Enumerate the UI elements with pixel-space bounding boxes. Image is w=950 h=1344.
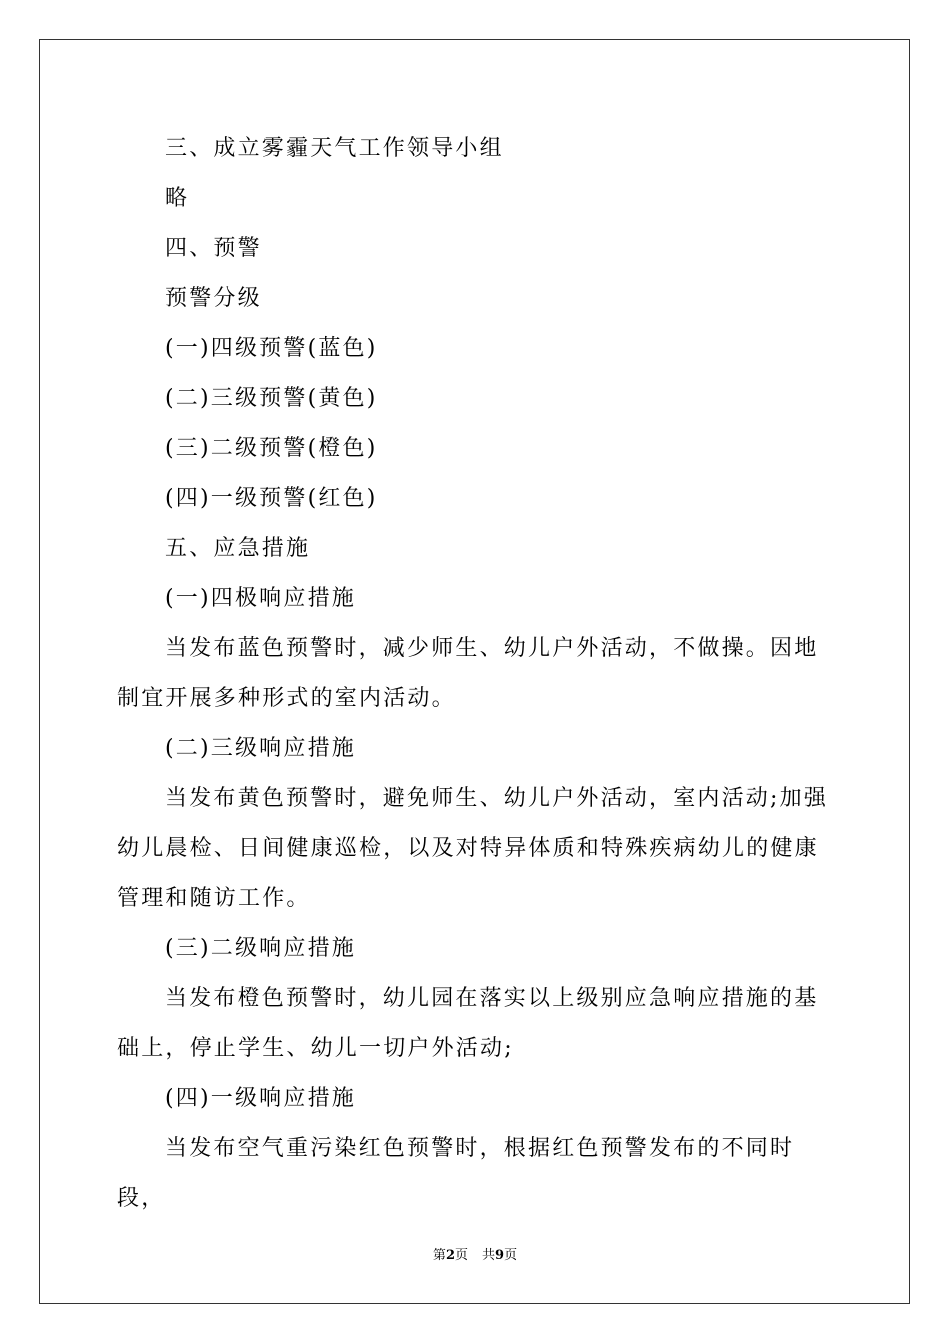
subheading-level-two-response: (三)二级响应措施	[165, 936, 356, 961]
page-current-number: 2	[445, 1248, 455, 1263]
warning-level-red: (四)一级预警(红色)	[165, 486, 378, 511]
paragraph-yellow-response: 当发布黄色预警时，避免师生、幼儿户外活动，室内活动;加强幼儿晨检、日间健康巡检，以及对特异体质和特殊疾病幼儿的健康管理和随访工作。	[117, 786, 829, 911]
paragraph-red-response: 当发布空气重污染红色预警时，根据红色预警发布的不同时段，	[117, 1136, 795, 1211]
heading-emergency-measures: 五、应急措施	[165, 536, 311, 561]
heading-leadership-group: 三、成立雾霾天气工作领导小组	[165, 136, 504, 161]
page-total-number: 9	[495, 1248, 505, 1263]
page-suffix: 页	[454, 1248, 468, 1263]
total-suffix: 页	[504, 1248, 518, 1263]
heading-warning: 四、预警	[165, 236, 262, 261]
paragraph-orange-response: 当发布橙色预警时，幼儿园在落实以上级别应急响应措施的基础上，停止学生、幼儿一切户外活动;	[117, 986, 819, 1061]
subheading-level-three-response: (二)三级响应措施	[165, 736, 356, 761]
document-body	[117, 124, 833, 1224]
paragraph-omitted: 略	[165, 186, 190, 211]
warning-level-yellow: (二)三级预警(黄色)	[165, 386, 378, 411]
subheading-warning-levels: 预警分级	[165, 286, 262, 311]
paragraph-blue-response: 当发布蓝色预警时，减少师生、幼儿户外活动，不做操。因地制宜开展多种形式的室内活动。	[117, 636, 819, 711]
subheading-level-four-response: (一)四极响应措施	[165, 586, 356, 611]
total-prefix: 共	[482, 1248, 496, 1263]
page-footer	[0, 1246, 950, 1266]
subheading-level-one-response: (四)一级响应措施	[165, 1086, 356, 1111]
page-prefix: 第	[432, 1248, 446, 1263]
warning-level-orange: (三)二级预警(橙色)	[165, 436, 378, 461]
warning-level-blue: (一)四级预警(蓝色)	[165, 336, 378, 361]
